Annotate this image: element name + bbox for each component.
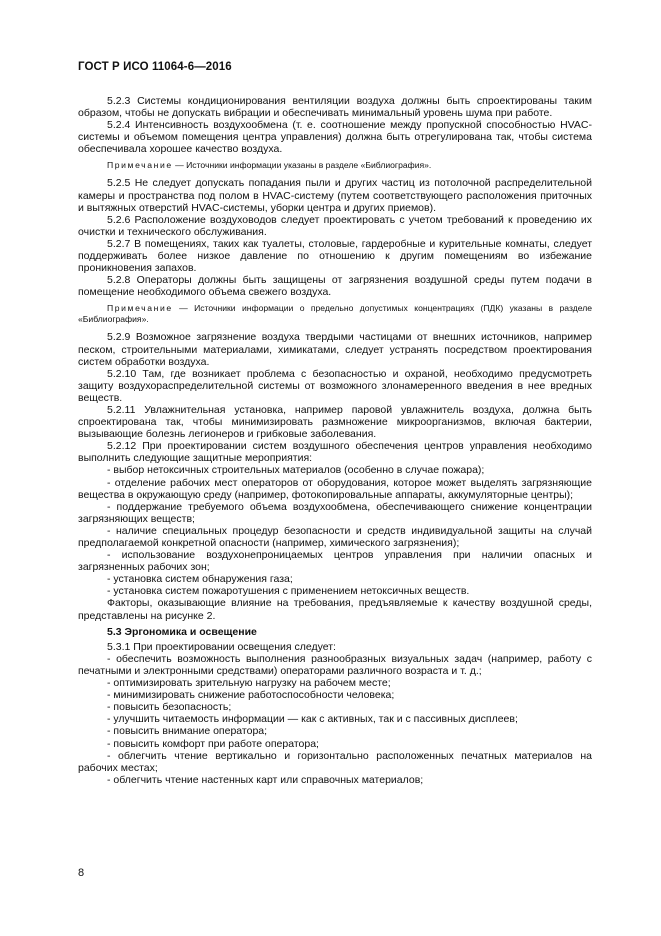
section-title-5-3: 5.3 Эргономика и освещение	[107, 625, 257, 638]
paragraph-5-2-7: 5.2.7 В помещениях, таких как туалеты, столовые, гардеробные и курительные комнаты, следует поддерживать более низкое давление по отношению к другим помещениям во избежание проникновения запахов.	[78, 237, 592, 275]
paragraph-5-2-3: 5.2.3 Системы кондиционирования вентиляции воздуха должны быть спроектированы таким образом, чтобы не допускать вибрации и обеспечивать минимальный уровень шума при работе.	[78, 95, 592, 120]
note-bibliography	[78, 160, 592, 171]
paragraph-5-2-5: 5.2.5 Не следует допускать попадания пыли и других частиц из потолочной распределительной камеры и пространства под полом в HVAC-систему (путем соответствующего расположения приточных и вытяжных отверстий HVAC-системы, уборки центра и других приемов).	[78, 177, 592, 214]
page-number: 8	[78, 867, 85, 879]
list-item: - наличие специальных процедур безопасности и средств индивидуальной защиты на случай предполагаемой конкретной опасности (например, химического загрязнения);	[78, 524, 592, 549]
paragraph-5-2-6: 5.2.6 Расположение воздуховодов следует проектировать с учетом требований к проведению их очистки и технического обслуживания.	[78, 213, 592, 238]
list-item: - повысить безопасность;	[107, 701, 232, 714]
list-item: - выбор нетоксичных строительных материалов (особенно в случае пожара);	[107, 464, 485, 477]
list-item: - обеспечить возможность выполнения разнообразных визуальных задач (например, работу с печатными и электронными средствами) операторами различного возраста и т. д.;	[78, 652, 592, 677]
paragraph-5-2-8: 5.2.8 Операторы должны быть защищены от загрязнения воздушной среды путем подачи в помещение необходимого объема свежего воздуха.	[78, 274, 592, 299]
list-item: - поддержание требуемого объема воздухообмена, обеспечивающего снижение концентрации загрязняющих веществ;	[78, 500, 592, 525]
paragraph-5-2-11: 5.2.11 Увлажнительная установка, например паровой увлажнитель воздуха, должна быть спроектирована так, чтобы минимизировать размножение микроорганизмов, включая бактерии, вызывающие болезнь легионеров и грибковые заболевания.	[78, 403, 592, 441]
page-content	[78, 95, 592, 786]
list-item: - облегчить чтение вертикально и горизонтально расположенных печатных материалов на рабочих местах;	[78, 749, 592, 774]
note-text: — Источники информации о предельно допустимых концентрациях (ПДК) указаны в разделе «Библиография».	[78, 303, 592, 325]
list-item: - минимизировать снижение работоспособности человека;	[107, 689, 395, 702]
paragraph-5-2-4: 5.2.4 Интенсивность воздухообмена (т. е. соотношение между пропускной способностью HVAC-системы и объемом помещения центра управления) должна быть отрегулирована так, чтобы система обеспечивала хорошее качество воздуха.	[78, 119, 592, 156]
note-label: Примечание	[107, 160, 173, 171]
list-item: - оптимизировать зрительную нагрузку на рабочем месте;	[107, 677, 391, 690]
paragraph-5-3-1: 5.3.1 При проектировании освещения следует:	[107, 640, 336, 653]
list-item: - использование воздухонепроницаемых центров управления при наличии опасных и загрязненных рабочих зон;	[78, 549, 592, 574]
list-item: - установка систем обнаружения газа;	[107, 573, 293, 586]
paragraph-5-2-9: 5.2.9 Возможное загрязнение воздуха твердыми частицами от внешних источников, например песком, строительными материалами, химикатами, следует устранять посредством проектирования систем обработки воздуха.	[78, 331, 592, 368]
paragraph-5-2-10: 5.2.10 Там, где возникает проблема с безопасностью и охраной, необходимо предусмотреть защиту воздухораспределительной системы от возможного злонамеренного введения в нее вредных веществ.	[78, 367, 592, 404]
paragraph-factors: Факторы, оказывающие влияние на требования, предъявляемые к качеству воздушной среды, представлены на рисунке 2.	[78, 597, 592, 622]
list-item: - повысить внимание оператора;	[107, 725, 268, 738]
list-item: - улучшить читаемость информации — как с активных, так и с пассивных дисплеев;	[107, 713, 518, 726]
note-label: Примечание	[107, 303, 173, 314]
list-item: - установка систем пожаротушения с применением нетоксичных веществ.	[107, 585, 470, 598]
note-text: — Источники информации указаны в разделе «Библиография».	[172, 160, 432, 171]
note-pdk	[78, 303, 592, 325]
list-item: - повысить комфорт при работе оператора;	[107, 737, 319, 750]
document-header: ГОСТ Р ИСО 11064-6—2016	[78, 61, 232, 73]
list-item: - облегчить чтение настенных карт или справочных материалов;	[107, 773, 424, 786]
paragraph-5-2-12: 5.2.12 При проектировании систем воздушного обеспечения центров управления необходимо выполнить следующие защитные мероприятия:	[78, 440, 592, 465]
list-item: - отделение рабочих мест операторов от оборудования, которое может выделять загрязняющие вещества в окружающую среду (например, фотокопировальные аппараты, аккумуляторные центры);	[78, 476, 592, 501]
